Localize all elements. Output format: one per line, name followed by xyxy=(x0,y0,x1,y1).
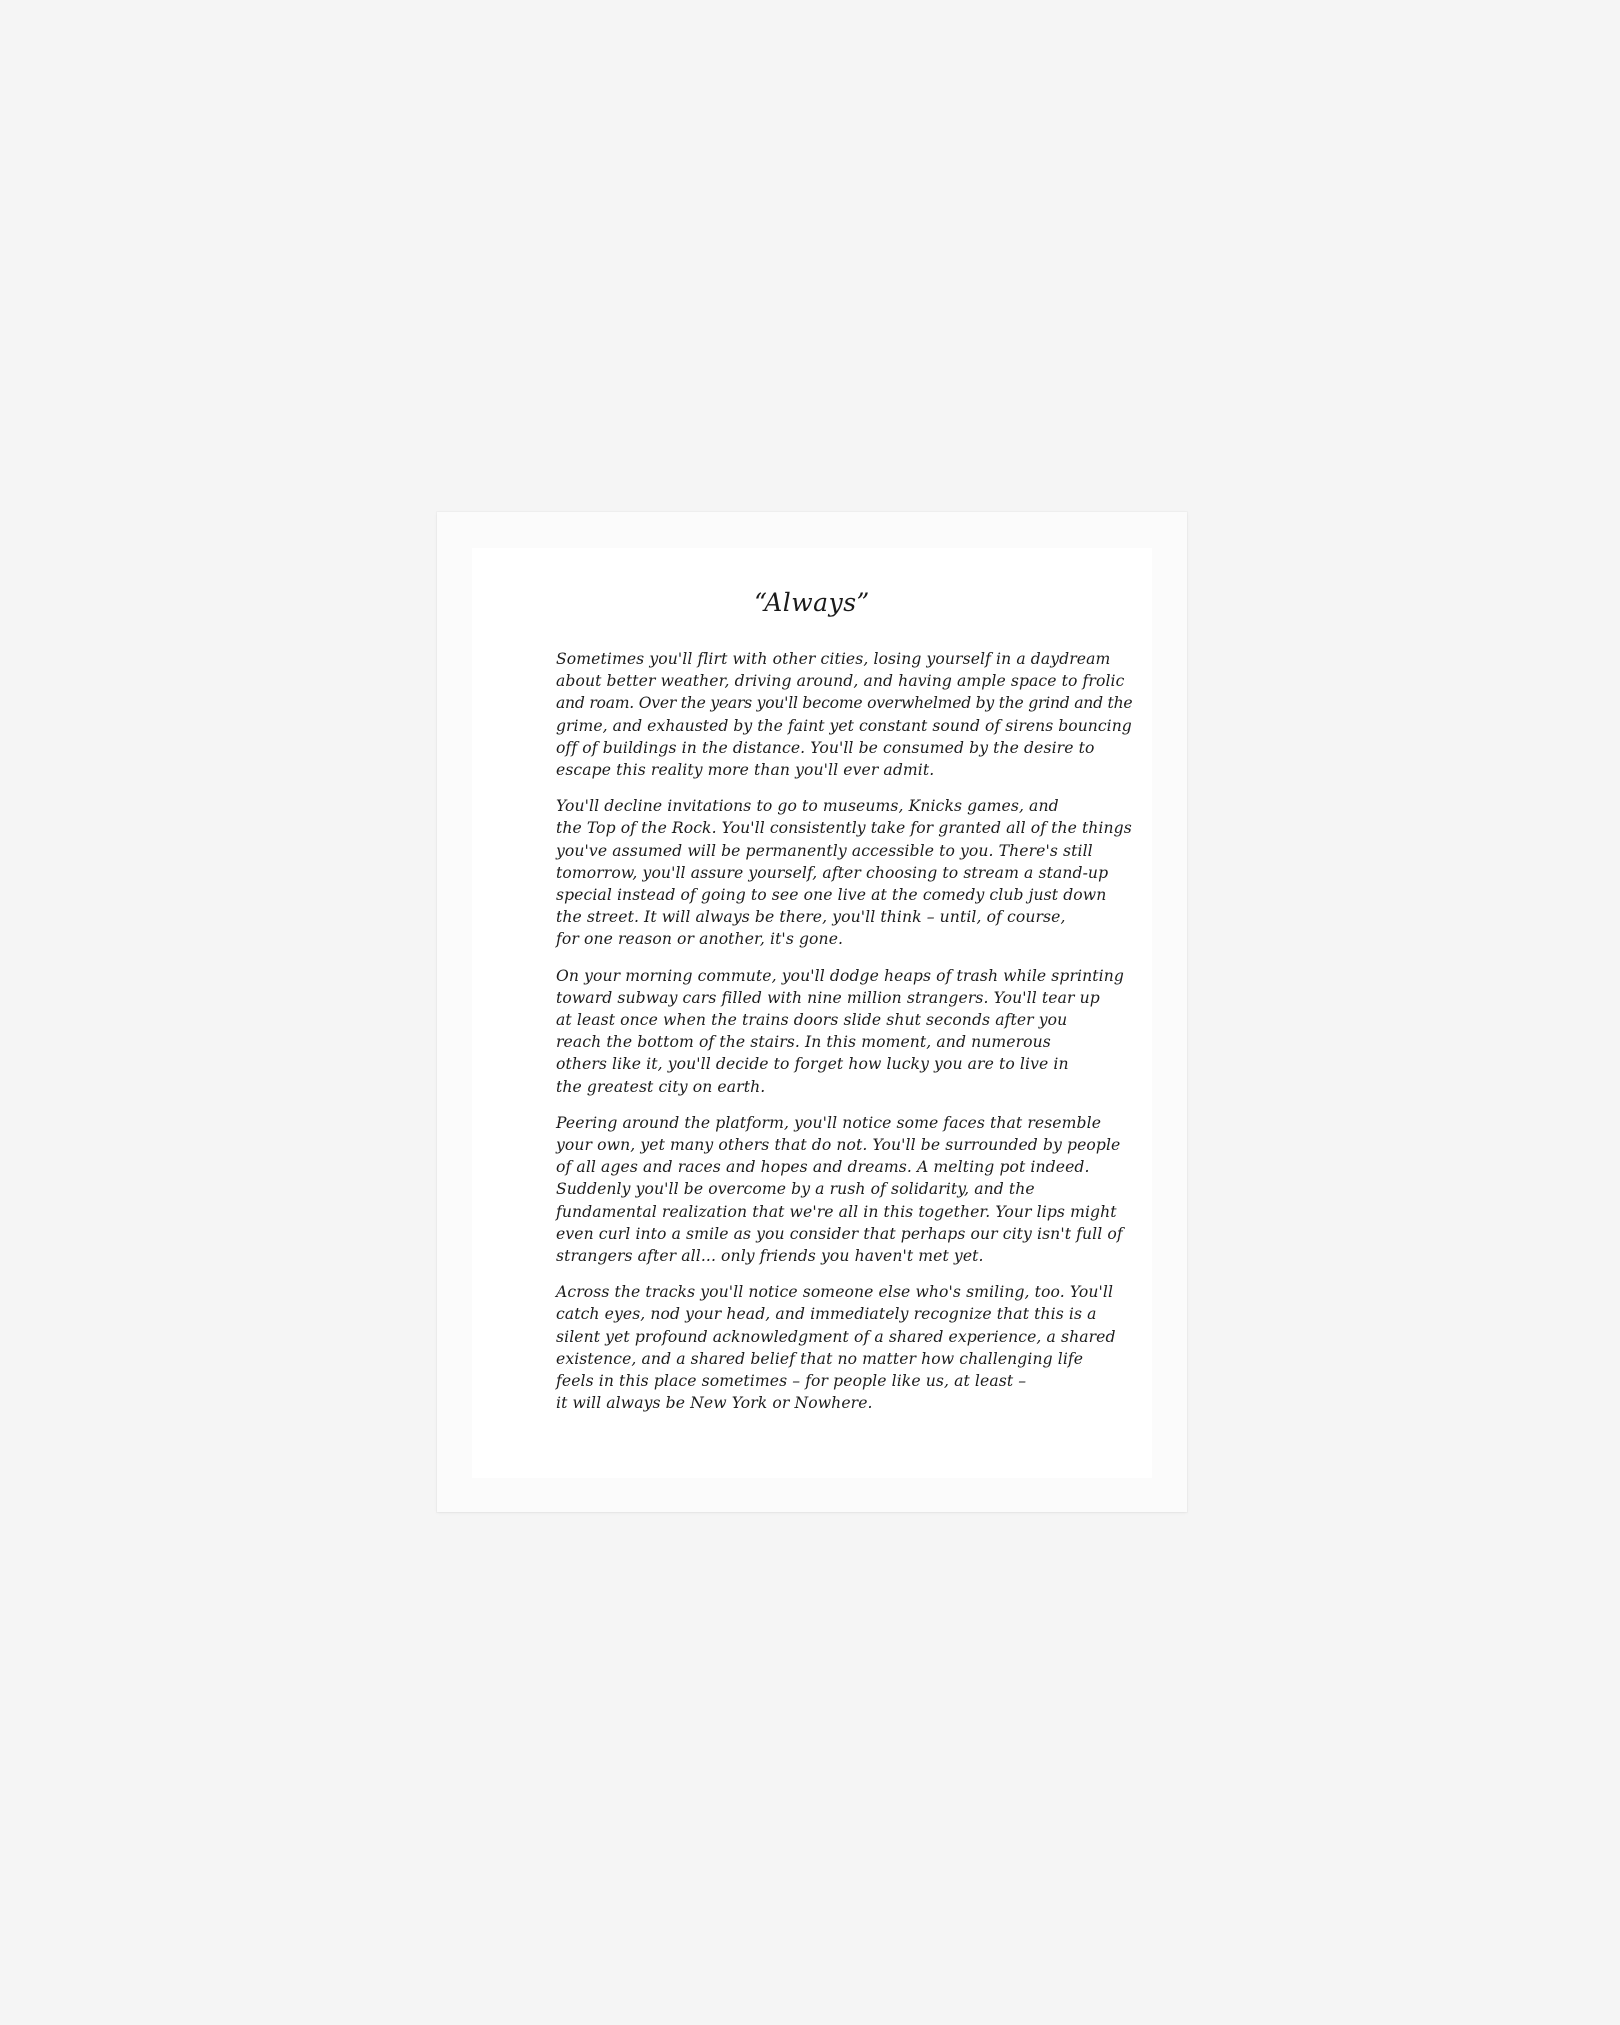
letter-line: about better weather, driving around, and having ample space to frolic xyxy=(556,672,1125,691)
letter-line: at least once when the trains doors slide shut seconds after you xyxy=(556,1011,1068,1030)
letter-line: your own, yet many others that do not. You'll be surrounded by people xyxy=(556,1136,1121,1155)
letter-title: “Always” xyxy=(754,588,870,617)
letter-body xyxy=(556,648,1132,1429)
letter-paragraph xyxy=(556,1281,1132,1414)
letter-line: off of buildings in the distance. You'll be consumed by the desire to xyxy=(556,738,1095,757)
letter-line: existence, and a shared belief that no matter how challenging life xyxy=(556,1349,1084,1368)
letter-line: You'll decline invitations to go to museums, Knicks games, and xyxy=(556,797,1059,816)
letter-line: reach the bottom of the stairs. In this moment, and numerous xyxy=(556,1033,1051,1052)
letter-line: the street. It will always be there, you'll think – until, of course, xyxy=(556,908,1066,927)
letter-line: of all ages and races and hopes and dreams. A melting pot indeed. xyxy=(556,1158,1090,1177)
letter-line: Suddenly you'll be overcome by a rush of solidarity, and the xyxy=(556,1180,1035,1199)
letter-line: Peering around the platform, you'll notice some faces that resemble xyxy=(556,1113,1102,1132)
letter-line: the greatest city on earth. xyxy=(556,1077,766,1096)
letter-line: the Top of the Rock. You'll consistently take for granted all of the things xyxy=(556,819,1132,838)
letter-line: toward subway cars filled with nine million strangers. You'll tear up xyxy=(556,988,1100,1007)
letter-line: others like it, you'll decide to forget how lucky you are to live in xyxy=(556,1055,1069,1074)
letter-line: you've assumed will be permanently accessible to you. There's still xyxy=(556,841,1093,860)
letter-line: escape this reality more than you'll ever admit. xyxy=(556,761,935,780)
letter-line: Across the tracks you'll notice someone else who's smiling, too. You'll xyxy=(556,1283,1114,1302)
letter-line: tomorrow, you'll assure yourself, after choosing to stream a stand-up xyxy=(556,863,1109,882)
letter-paragraph xyxy=(556,1112,1132,1267)
letter-paragraph xyxy=(556,648,1132,781)
art-print-frame xyxy=(437,512,1187,1512)
letter-line: and roam. Over the years you'll become overwhelmed by the grind and the xyxy=(556,694,1133,713)
letter-line: feels in this place sometimes – for people like us, at least – xyxy=(556,1372,1027,1391)
letter-line: fundamental realization that we're all in this together. Your lips might xyxy=(556,1202,1117,1221)
letter-line: grime, and exhausted by the faint yet constant sound of sirens bouncing xyxy=(556,716,1132,735)
letter-paragraph xyxy=(556,965,1132,1098)
art-print-paper xyxy=(472,548,1152,1478)
letter-paragraph xyxy=(556,795,1132,950)
letter-line: silent yet profound acknowledgment of a shared experience, a shared xyxy=(556,1327,1116,1346)
letter-line: for one reason or another, it's gone. xyxy=(556,930,844,949)
letter-line: special instead of going to see one live at the comedy club just down xyxy=(556,886,1107,905)
letter-line: catch eyes, nod your head, and immediately recognize that this is a xyxy=(556,1305,1097,1324)
letter-line: it will always be New York or Nowhere. xyxy=(556,1394,873,1413)
letter-line: even curl into a smile as you consider that perhaps our city isn't full of xyxy=(556,1224,1123,1243)
letter-line: strangers after all... only friends you haven't met yet. xyxy=(556,1247,984,1266)
letter-line: Sometimes you'll flirt with other cities, losing yourself in a daydream xyxy=(556,650,1111,668)
letter-line: On your morning commute, you'll dodge heaps of trash while sprinting xyxy=(556,966,1124,985)
